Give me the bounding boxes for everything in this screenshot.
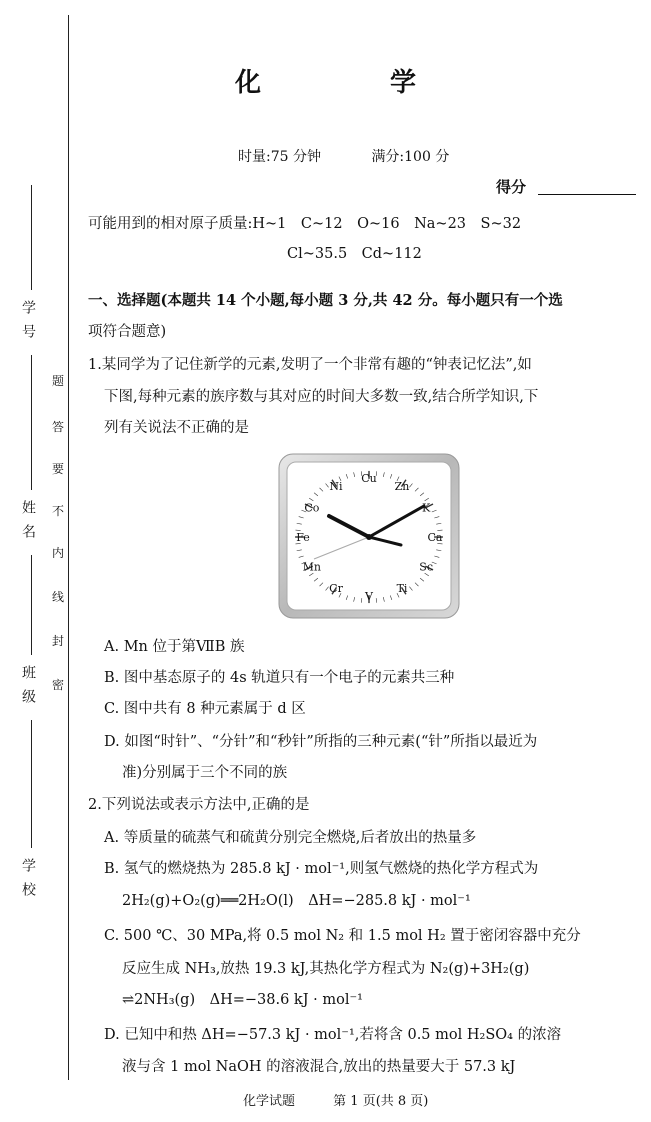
q2-option-a: A. 等质量的硫蒸气和硫黄分别完全燃烧,后者放出的热量多 — [104, 830, 477, 846]
q2-option-b-line1: B. 氢气的燃烧热为 285.8 kJ · mol⁻¹,则氢气燃烧的热化学方程式为 — [104, 861, 539, 877]
q1-option-b: B. 图中基态原子的 4s 轨道只有一个电子的元素共三种 — [104, 670, 455, 686]
q2-option-c-line1: C. 500 ℃、30 MPa,将 0.5 mol N₂ 和 1.5 mol H₂ 置于密闭容器中充分 — [104, 928, 581, 944]
q1-option-d-line2: 准)分别属于三个不同的族 — [122, 765, 288, 781]
footer-page-number: 第 1 页(共 8 页) — [333, 1094, 429, 1109]
margin-label-school: 学校 — [20, 858, 36, 906]
margin-label-name: 姓名 — [20, 500, 36, 548]
section-heading-text: 一、选择题(本题共 14 个小题,每小题 3 分,共 42 分。每小题只有一个选 — [88, 292, 563, 309]
margin-field-name — [31, 355, 32, 490]
q2-option-c-line3: ⇌2NH₃(g) ΔH=−38.6 kJ · mol⁻¹ — [122, 992, 363, 1008]
binding-line — [68, 15, 69, 1080]
section-heading — [88, 291, 563, 311]
q2-option-c-line2: 反应生成 NH₃,放热 19.3 kJ,其热化学方程式为 N₂(g)+3H₂(g) — [122, 961, 530, 977]
clock-element-label: Zn — [394, 479, 410, 493]
clock-element-label: Cr — [329, 582, 343, 596]
full-score: 满分:100 分 — [371, 149, 450, 165]
clock-element-label: V — [365, 590, 373, 603]
exam-meta — [238, 146, 495, 166]
q2-option-d-line1: D. 已知中和热 ΔH=−57.3 kJ · mol⁻¹,若将含 0.5 mol H₂SO₄ 的浓溶 — [104, 1027, 562, 1043]
score-blank — [538, 194, 636, 195]
margin-field-class — [31, 555, 32, 655]
seal-char: 不 — [52, 504, 65, 518]
seal-char: 题 — [52, 374, 65, 388]
clock-element-label: Cu — [361, 472, 377, 485]
margin-field-school — [31, 720, 32, 848]
clock-element-label: Ni — [329, 479, 343, 493]
clock-element-label: Ca — [427, 531, 443, 544]
margin-field-student-id — [31, 185, 32, 290]
atomic-masses-line1: 可能用到的相对原子质量:H~1 C~12 O~16 Na~23 S~32 — [88, 216, 522, 232]
q1-stem-line1: 1.某同学为了记住新学的元素,发明了一个非常有趣的“钟表记忆法”,如 — [88, 357, 532, 373]
clock-center — [366, 534, 372, 540]
q2-option-d-line2: 液与含 1 mol NaOH 的溶液混合,放出的热量要大于 57.3 kJ — [122, 1059, 516, 1075]
clock-element-label: Mn — [302, 560, 322, 574]
score-label: 得分 — [496, 178, 527, 196]
q1-option-d-line1: D. 如图“时针”、“分针”和“秒针”所指的三种元素(“针”所指以最近为 — [104, 734, 538, 750]
atomic-masses-line2: Cl~35.5 Cd~112 — [287, 246, 422, 262]
q1-stem-line2: 下图,每种元素的族序数与其对应的时间大多数一致,结合所学知识,下 — [104, 389, 539, 405]
page-title: 化 学 — [234, 68, 477, 98]
clock-element-label: Co — [304, 501, 320, 515]
section-heading-line2: 项符合题意) — [88, 324, 167, 340]
seal-char: 密 — [52, 678, 65, 692]
q2-stem: 2.下列说法或表示方法中,正确的是 — [88, 797, 310, 813]
page-footer — [243, 1090, 462, 1109]
q1-option-a: A. Mn 位于第ⅦB 族 — [104, 639, 245, 655]
q2-option-b-line2: 2H₂(g)+O₂(g)══2H₂O(l) ΔH=−285.8 kJ · mol⁻¹ — [122, 893, 471, 909]
seal-char: 答 — [52, 420, 65, 434]
time-limit: 时量:75 分钟 — [238, 149, 321, 165]
clock-element-label: K — [422, 501, 431, 515]
seal-char: 线 — [52, 590, 65, 604]
seal-char: 内 — [52, 546, 65, 560]
q1-stem-line3: 列有关说法不正确的是 — [104, 420, 249, 436]
element-clock-figure — [278, 453, 460, 619]
margin-label-student-id: 学号 — [20, 300, 36, 348]
clock-element-label: Ti — [396, 582, 408, 596]
seal-char: 封 — [52, 634, 65, 648]
seal-char: 要 — [52, 462, 65, 476]
q1-option-c: C. 图中共有 8 种元素属于 d 区 — [104, 701, 306, 717]
clock-element-label: Sc — [419, 560, 434, 574]
margin-label-class: 班级 — [20, 665, 36, 713]
footer-subject: 化学试题 — [243, 1094, 296, 1109]
clock-element-label: Fe — [296, 531, 310, 544]
